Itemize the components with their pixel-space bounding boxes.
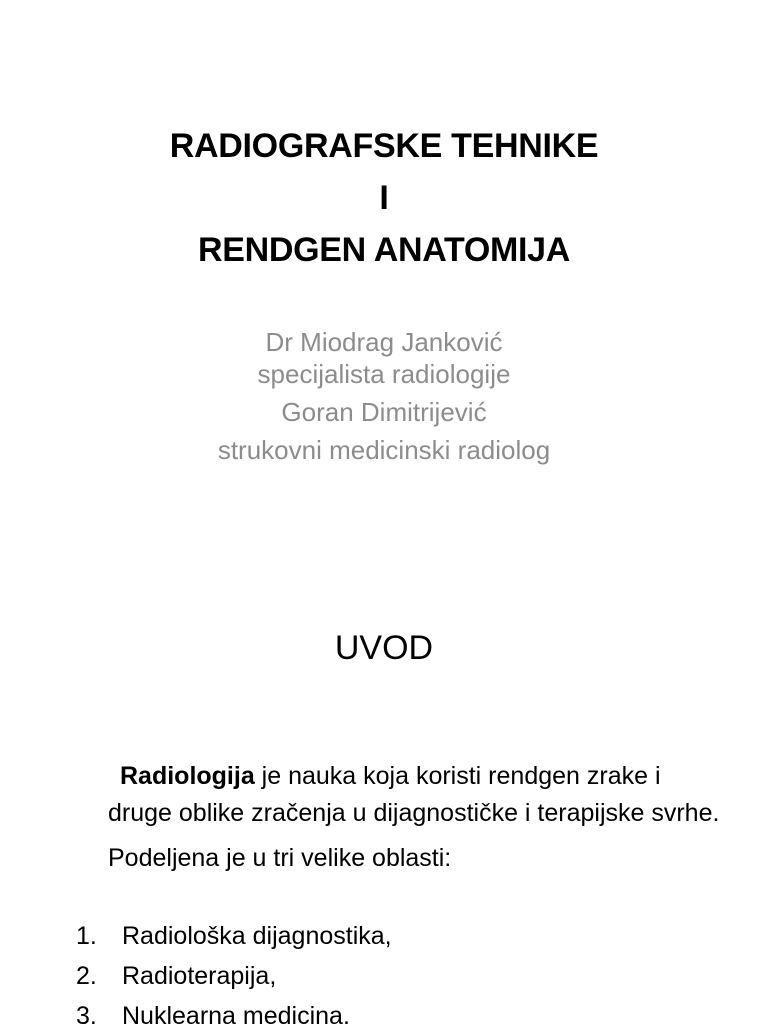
author-2-name: Goran Dimitrijević [281,397,487,427]
title-line-2: I [379,179,389,217]
list-item-text: Radiološka dijagnostika, [122,922,392,950]
list-item-number: 3. [76,1002,97,1030]
list-item-text: Radioterapija, [122,962,277,990]
author-1-role: specijalista radiologije [257,359,511,389]
author-1-name: Dr Miodrag Janković [265,327,503,357]
list-item-number: 1. [76,922,97,950]
list-item-number: 2. [76,962,97,990]
list-item [76,956,716,996]
intro-text [108,758,728,877]
title-line-1: RADIOGRAFSKE TEHNIKE [169,127,599,165]
list-item [76,996,716,1036]
areas-list [76,916,716,1036]
intro-term: Radiologija [120,762,255,790]
author-2-role: strukovni medicinski radiolog [217,435,551,465]
list-item [76,916,716,956]
title-line-3: RENDGEN ANATOMIJA [197,231,571,269]
authors-block [0,324,768,468]
title-block [0,120,768,276]
intro-paragraph [108,758,728,832]
list-item-text: Nuklearna medicina. [122,1002,350,1030]
division-text: Podeljena je u tri velike oblasti: [108,844,452,872]
section-heading: UVOD [334,629,434,667]
intro-definition: je nauka koja koristi rendgen zrake i druge oblike zračenja u dijagnostičke i terapijske svrhe. [108,762,720,827]
